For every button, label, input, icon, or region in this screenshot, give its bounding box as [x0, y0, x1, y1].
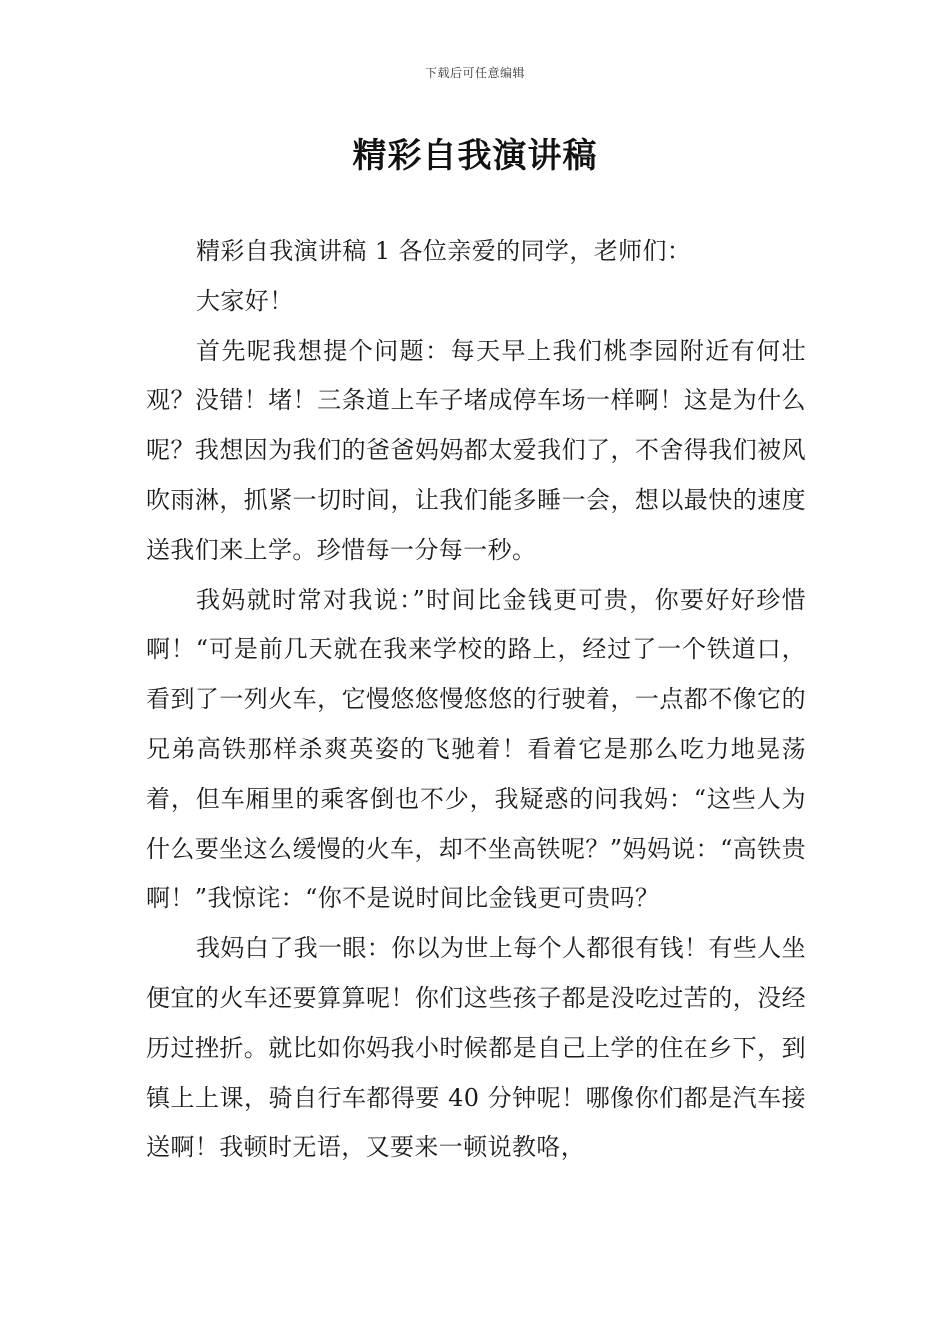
paragraph-5: 我妈白了我一眼：你以为世上每个人都很有钱！有些人坐便宜的火车还要算算呢！你们这些孩子都是没吃过苦的，没经历过挫折。就比如你妈我小时候都是自己上学的住在乡下，到镇上上课，骑自行车都得要 40 分钟呢！哪像你们都是汽车接送啊！我顿时无语，又要来一顿说教咯， [146, 934, 806, 1162]
document-body [146, 227, 806, 1173]
header-note: 下载后可任意编辑 [424, 66, 525, 80]
paragraph-1: 精彩自我演讲稿 1 各位亲爱的同学，老师们： [196, 237, 692, 265]
paragraph-2: 大家好！ [196, 286, 294, 315]
document-title: 精彩自我演讲稿 [352, 136, 598, 176]
paragraph-3: 首先呢我想提个问题：每天早上我们桃李园附近有何壮观？没错！堵！三条道上车子堵成停车场一样啊！这是为什么呢？我想因为我们的爸爸妈妈都太爱我们了，不舍得我们被风吹雨淋，抓紧一切时间，让我们能多睡一会，想以最快的速度送我们来上学。珍惜每一分每一秒。 [146, 336, 806, 564]
paragraph-4: 我妈就时常对我说：”时间比金钱更可贵，你要好好珍惜啊！“可是前几天就在我来学校的路上，经过了一个铁道口，看到了一列火车，它慢悠悠慢悠悠的行驶着，一点都不像它的兄弟高铁那样杀爽英姿的飞驰着！看着它是那么吃力地晃荡着，但车厢里的乘客倒也不少，我疑惑的问我妈：“这些人为什么要坐这么缓慢的火车，却不坐高铁呢？”妈妈说：“高铁贵啊！”我惊诧：“你不是说时间比金钱更可贵吗？ [146, 585, 806, 913]
